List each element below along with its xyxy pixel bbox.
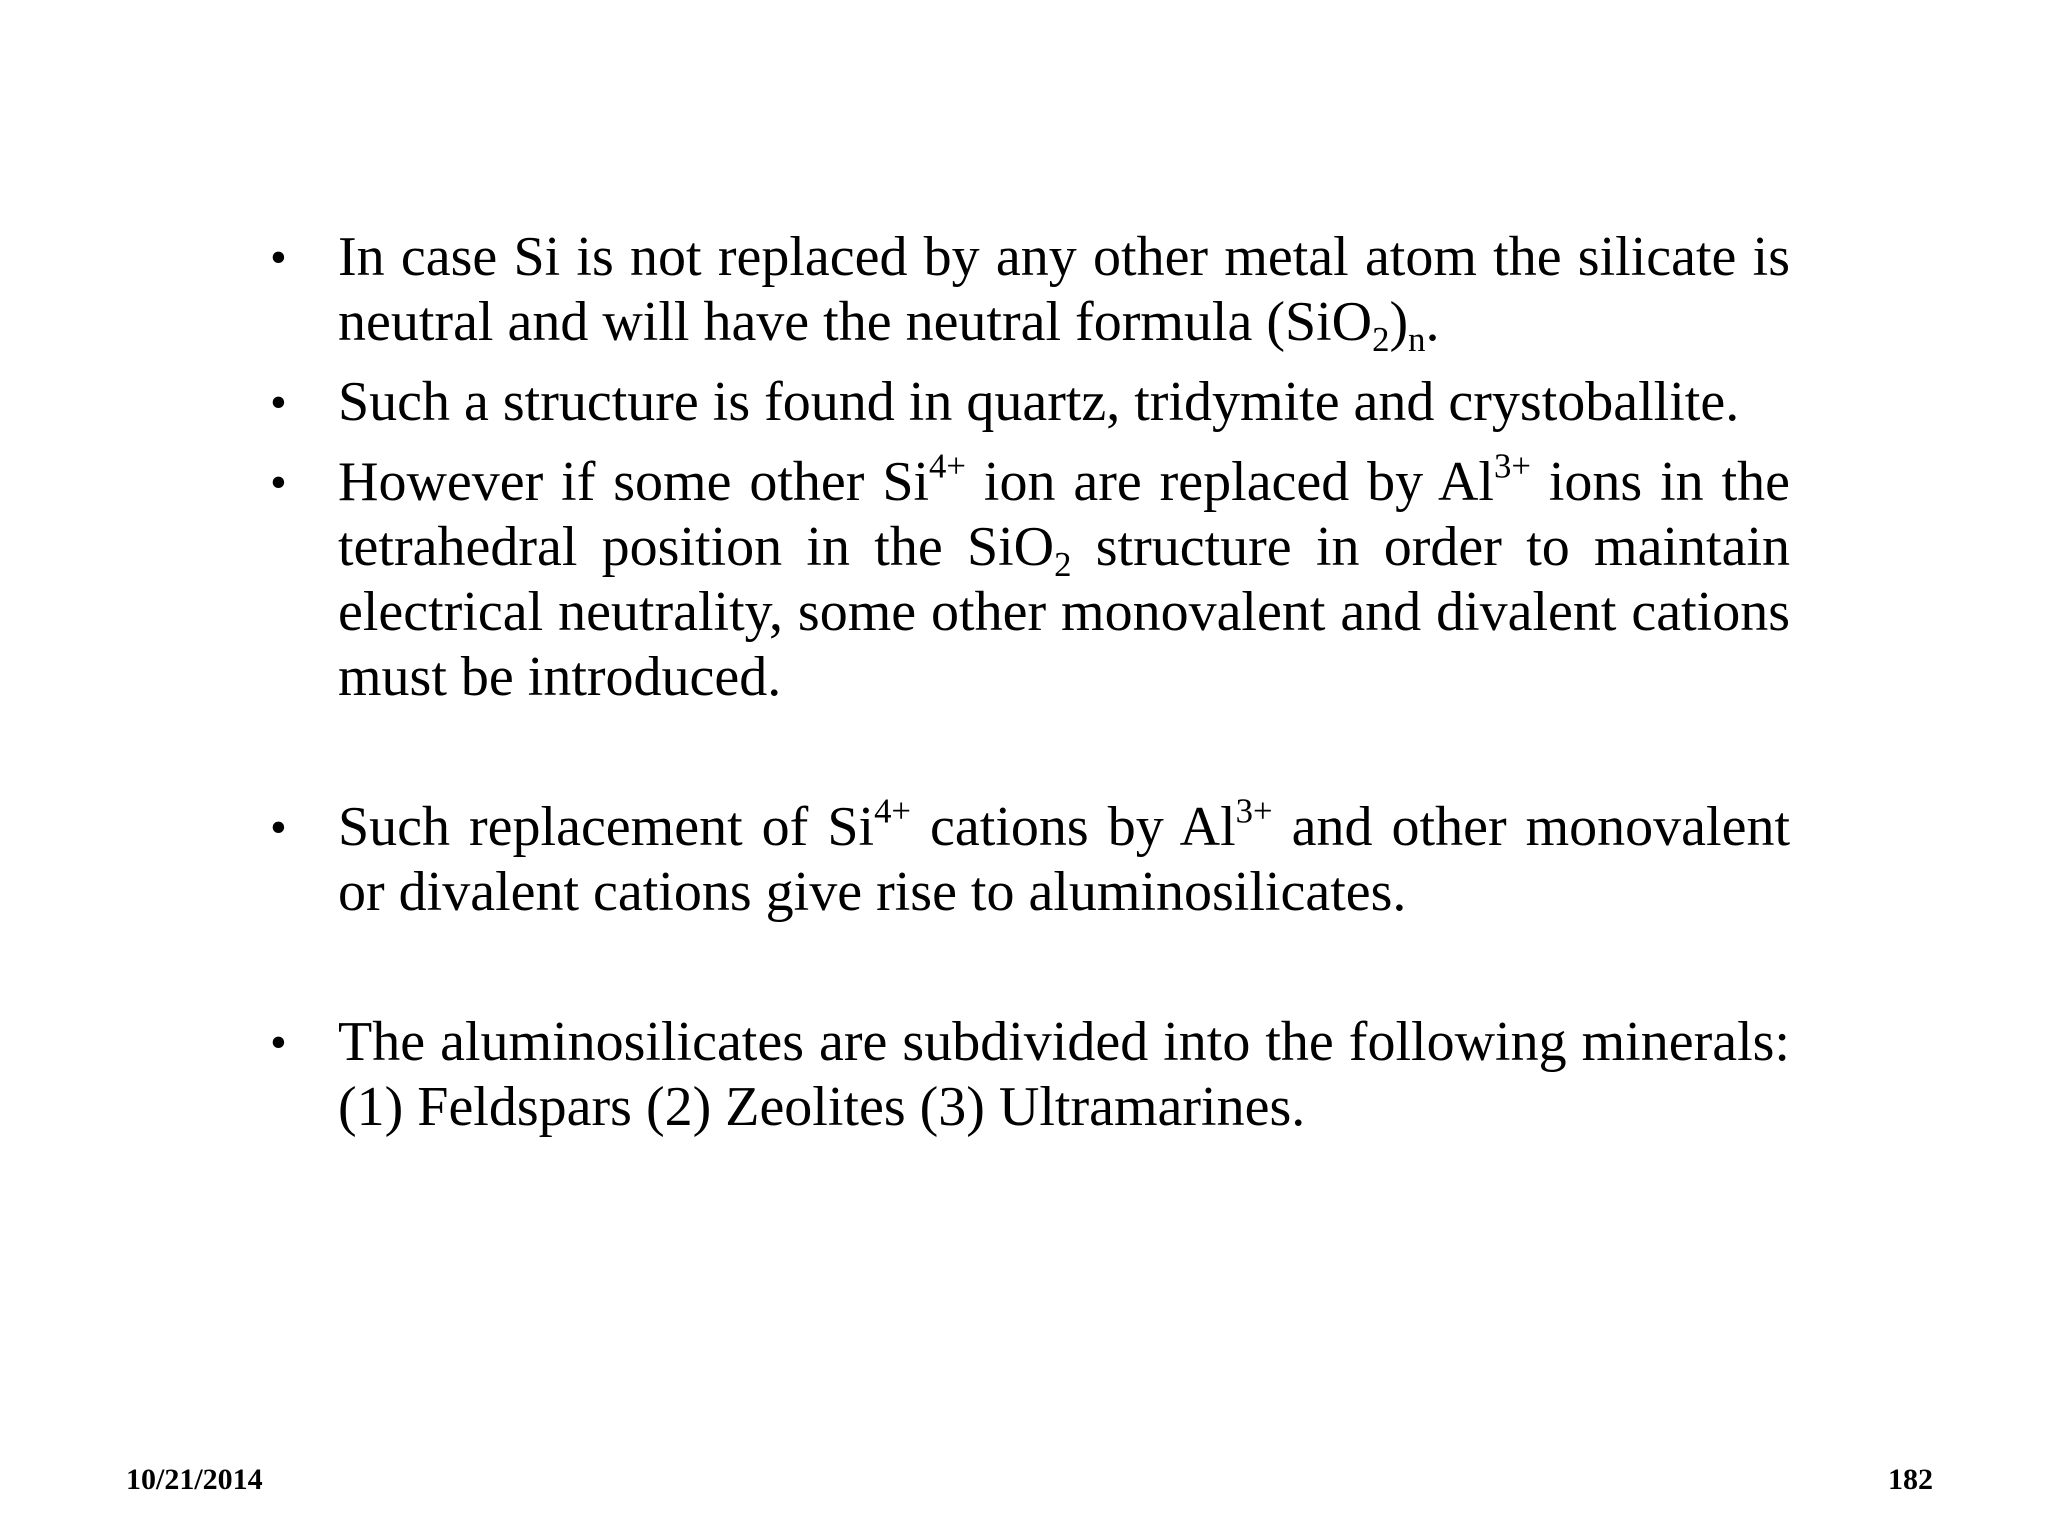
text-segment: However if some other Si: [338, 451, 930, 513]
bullet-item-5: [270, 1010, 1790, 1140]
subscript-text: 2: [1054, 545, 1072, 585]
bullet-item-3: [270, 446, 1790, 710]
text-segment: ion are replaced by Al: [966, 451, 1494, 513]
bullet-text: [338, 791, 1791, 923]
bullet-dot: •: [270, 376, 287, 429]
footer-date: 10/21/2014: [126, 1463, 263, 1496]
text-segment: ): [1389, 291, 1409, 353]
superscript-text: 4+: [929, 446, 966, 486]
bullet-text: [338, 371, 1739, 433]
bullet-item-4: [270, 791, 1791, 925]
bullet-dot: •: [270, 801, 287, 854]
bullet-item-1: [270, 225, 1790, 360]
text-segment: and other monovalent or divalent cations give rise to aluminosilicates.: [338, 796, 1791, 923]
superscript-text: 3+: [1235, 791, 1273, 831]
superscript-text: 4+: [874, 791, 912, 831]
bullet-text: [338, 446, 1790, 708]
text-segment: cations by Al: [911, 796, 1236, 858]
bullet-dot: •: [270, 1016, 287, 1069]
text-segment: In case Si is not replaced by any other metal atom the silicate is neutral and will have the neutral formula (SiO: [338, 226, 1790, 353]
text-segment: The aluminosilicates are subdivided into the following minerals: (1) Feldspars (2) Zeolites (3) Ultramarines.: [338, 1011, 1790, 1138]
subscript-text: 2: [1372, 320, 1390, 360]
bullet-text: [338, 1011, 1790, 1138]
text-segment: structure in order to maintain electrical neutrality, some other monovalent and divalent cations must be introduced.: [338, 516, 1790, 708]
slide-body: [270, 225, 1790, 1155]
bullet-text: [338, 226, 1790, 360]
superscript-text: 3+: [1494, 446, 1531, 486]
bullet-item-2: [270, 370, 1790, 435]
subscript-text: n: [1408, 320, 1426, 360]
bullet-dot: •: [270, 456, 287, 509]
text-segment: ions in the tetrahedral position in the SiO: [338, 451, 1790, 578]
text-segment: Such a structure is found in quartz, tridymite and crystoballite.: [338, 371, 1740, 433]
text-segment: .: [1425, 291, 1440, 353]
text-segment: Such replacement of Si: [338, 796, 875, 858]
page-number: 182: [1888, 1463, 1933, 1496]
bullet-dot: •: [270, 231, 287, 284]
